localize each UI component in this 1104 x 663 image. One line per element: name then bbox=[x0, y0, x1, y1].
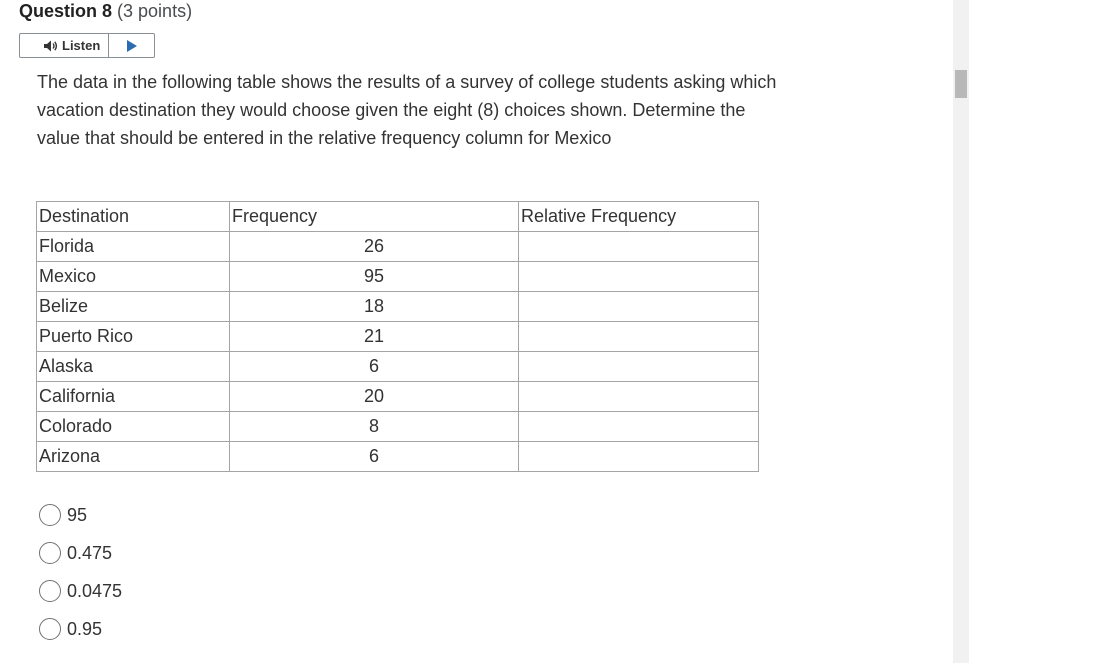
destination-cell: Puerto Rico bbox=[37, 322, 230, 352]
frequency-table bbox=[36, 201, 759, 472]
question-points: (3 points) bbox=[117, 1, 193, 21]
header-frequency: Frequency bbox=[230, 202, 519, 232]
question-number: Question 8 bbox=[19, 1, 113, 21]
choice-option[interactable] bbox=[39, 504, 87, 526]
question-title bbox=[19, 1, 192, 22]
frequency-cell: 20 bbox=[230, 382, 519, 412]
table-row bbox=[37, 322, 759, 352]
listen-toolbar bbox=[19, 33, 155, 58]
play-button[interactable] bbox=[109, 34, 154, 57]
choice-option[interactable] bbox=[39, 580, 122, 602]
speaker-icon bbox=[44, 40, 58, 52]
table-row bbox=[37, 292, 759, 322]
relative-frequency-cell bbox=[519, 232, 759, 262]
radio-button[interactable] bbox=[39, 618, 61, 640]
frequency-cell: 8 bbox=[230, 412, 519, 442]
frequency-cell: 6 bbox=[230, 352, 519, 382]
table-row bbox=[37, 352, 759, 382]
listen-button[interactable] bbox=[20, 34, 109, 57]
destination-cell: Mexico bbox=[37, 262, 230, 292]
listen-label: Listen bbox=[62, 38, 101, 53]
choice-option[interactable] bbox=[39, 542, 112, 564]
frequency-cell: 6 bbox=[230, 442, 519, 472]
frequency-cell: 21 bbox=[230, 322, 519, 352]
table-header-row bbox=[37, 202, 759, 232]
frequency-cell: 18 bbox=[230, 292, 519, 322]
destination-cell: California bbox=[37, 382, 230, 412]
frequency-cell: 26 bbox=[230, 232, 519, 262]
destination-cell: Belize bbox=[37, 292, 230, 322]
relative-frequency-cell bbox=[519, 382, 759, 412]
scrollbar-track[interactable] bbox=[953, 0, 969, 663]
play-icon bbox=[127, 40, 137, 52]
radio-button[interactable] bbox=[39, 504, 61, 526]
header-destination: Destination bbox=[37, 202, 230, 232]
choice-label: 0.0475 bbox=[67, 580, 123, 601]
relative-frequency-cell bbox=[519, 292, 759, 322]
destination-cell: Colorado bbox=[37, 412, 230, 442]
radio-button[interactable] bbox=[39, 542, 61, 564]
relative-frequency-cell bbox=[519, 262, 759, 292]
choice-label: 0.95 bbox=[67, 618, 103, 639]
relative-frequency-cell bbox=[519, 412, 759, 442]
frequency-cell: 95 bbox=[230, 262, 519, 292]
relative-frequency-cell bbox=[519, 442, 759, 472]
destination-cell: Florida bbox=[37, 232, 230, 262]
choice-label: 0.475 bbox=[67, 542, 113, 563]
table-row bbox=[37, 232, 759, 262]
choice-option[interactable] bbox=[39, 618, 102, 640]
table-row bbox=[37, 442, 759, 472]
header-relative-frequency: Relative Frequency bbox=[519, 202, 759, 232]
question-text: The data in the following table shows the results of a survey of college students asking which vacation destination they would choose given the eight (8) choices shown. Determine the value that should be entered in the relative frequency column for Mexico bbox=[37, 72, 777, 148]
table-row bbox=[37, 262, 759, 292]
radio-button[interactable] bbox=[39, 580, 61, 602]
table-row bbox=[37, 412, 759, 442]
destination-cell: Arizona bbox=[37, 442, 230, 472]
scrollbar-thumb[interactable] bbox=[955, 70, 967, 98]
table-row bbox=[37, 382, 759, 412]
choice-label: 95 bbox=[67, 504, 88, 525]
relative-frequency-cell bbox=[519, 322, 759, 352]
destination-cell: Alaska bbox=[37, 352, 230, 382]
relative-frequency-cell bbox=[519, 352, 759, 382]
